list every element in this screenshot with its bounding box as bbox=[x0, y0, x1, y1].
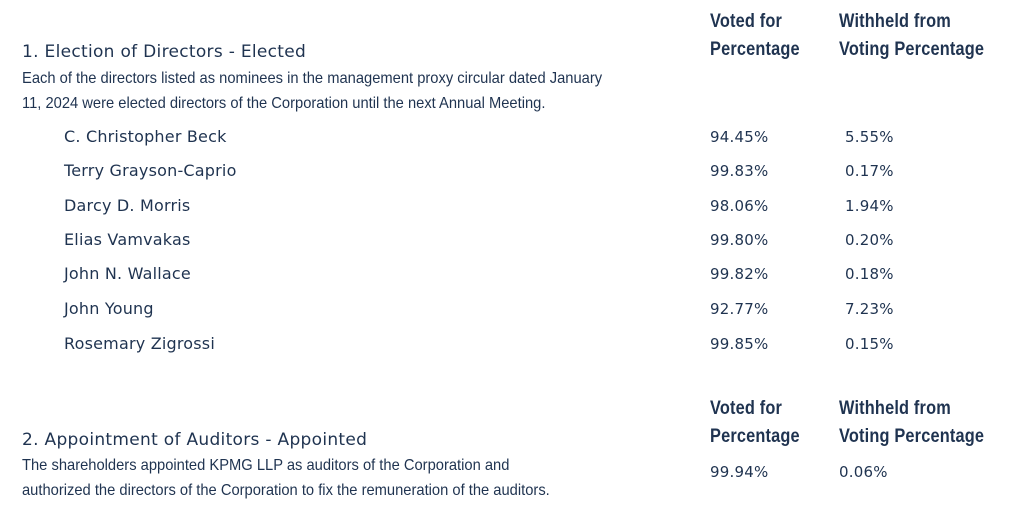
voted-for-header bbox=[710, 8, 800, 64]
director-name: C. Christopher Beck bbox=[64, 127, 227, 146]
director-name: Darcy D. Morris bbox=[64, 196, 191, 215]
voted-for-header-line1: Voted for bbox=[710, 11, 783, 32]
director-withheld: 0.15% bbox=[845, 335, 894, 353]
director-name: John N. Wallace bbox=[64, 264, 191, 283]
auditors-withheld: 0.06% bbox=[839, 463, 888, 481]
withheld-header-line2: Voting Percentage bbox=[839, 39, 985, 60]
director-name: Elias Vamvakas bbox=[64, 230, 191, 249]
section2-title: 2. Appointment of Auditors - Appointed bbox=[22, 430, 368, 450]
auditors-voted-for-header-line2: Percentage bbox=[710, 426, 800, 447]
director-voted-for: 99.85% bbox=[710, 335, 769, 353]
auditors-withheld-header-line1: Withheld from bbox=[839, 398, 951, 419]
director-withheld: 0.17% bbox=[845, 162, 894, 180]
section1-description-line2: 11, 2024 were elected directors of the Corporation until the next Annual Meeting. bbox=[22, 95, 546, 112]
withheld-header bbox=[839, 8, 984, 64]
auditors-withheld-header-line2: Voting Percentage bbox=[839, 426, 985, 447]
director-voted-for: 99.83% bbox=[710, 162, 769, 180]
director-withheld: 5.55% bbox=[845, 128, 894, 146]
section2-description bbox=[22, 453, 550, 503]
voted-for-header-line2: Percentage bbox=[710, 39, 800, 60]
director-voted-for: 98.06% bbox=[710, 197, 769, 215]
director-withheld: 7.23% bbox=[845, 300, 894, 318]
director-voted-for: 99.82% bbox=[710, 265, 769, 283]
director-voted-for: 99.80% bbox=[710, 231, 769, 249]
director-name: Rosemary Zigrossi bbox=[64, 334, 215, 353]
director-voted-for: 94.45% bbox=[710, 128, 769, 146]
auditors-voted-for-header-line1: Voted for bbox=[710, 398, 783, 419]
director-name: Terry Grayson-Caprio bbox=[64, 161, 237, 180]
auditors-voted-for-header bbox=[710, 395, 800, 451]
section1-description-line1: Each of the directors listed as nominees in the management proxy circular dated January bbox=[22, 70, 603, 87]
director-voted-for: 92.77% bbox=[710, 300, 769, 318]
director-withheld: 0.18% bbox=[845, 265, 894, 283]
section2-description-line1: The shareholders appointed KPMG LLP as auditors of the Corporation and bbox=[22, 457, 510, 474]
section1-title: 1. Election of Directors - Elected bbox=[22, 42, 307, 62]
withheld-header-line1: Withheld from bbox=[839, 11, 951, 32]
director-withheld: 0.20% bbox=[845, 231, 894, 249]
section2-description-line2: authorized the directors of the Corporation to fix the remuneration of the auditors. bbox=[22, 482, 550, 499]
auditors-withheld-header bbox=[839, 395, 984, 451]
director-withheld: 1.94% bbox=[845, 197, 894, 215]
director-name: John Young bbox=[64, 299, 154, 318]
auditors-voted-for: 99.94% bbox=[710, 463, 769, 481]
section1-description bbox=[22, 66, 602, 116]
